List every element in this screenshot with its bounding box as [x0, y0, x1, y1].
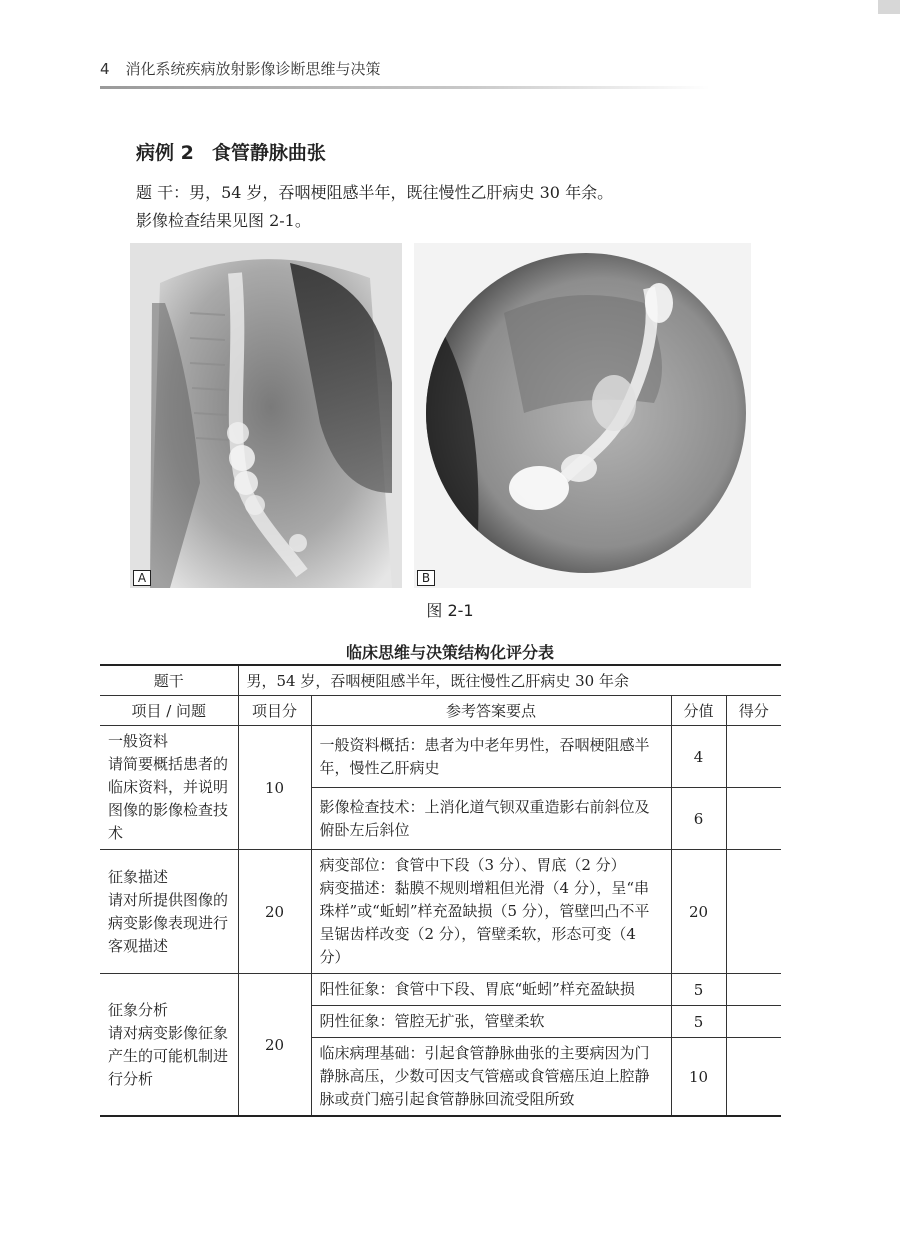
book-title: 消化系统疾病放射影像诊断思维与决策	[125, 60, 381, 78]
answer-score: 5	[671, 974, 726, 1006]
case-stem: 题 干：男，54 岁，吞咽梗阻感半年，既往慢性乙肝病史 30 年余。	[136, 183, 614, 202]
points-cell	[726, 788, 781, 850]
stem-value: 男，54 岁，吞咽梗阻感半年，既往慢性乙肝病史 30 年余	[238, 665, 781, 696]
points-cell	[726, 974, 781, 1006]
page-number: 4	[100, 60, 110, 78]
section-cell	[100, 850, 238, 974]
item-score: 20	[238, 974, 311, 1117]
item-score: 10	[238, 726, 311, 850]
answer-cell: 病变部位：食管中下段（3 分）、胃底（2 分） 病变描述：黏膜不规则增粗但光滑（4 分），呈“串珠样”或“蚯蚓”样充盈缺损（5 分），管壁凹凸不平呈锯齿样改变（2 分），管壁柔软，形态可变（4 分）	[311, 850, 671, 974]
answer-cell: 阳性征象：食管中下段、胃底“蚯蚓”样充盈缺损	[311, 974, 671, 1006]
table-row	[100, 850, 781, 974]
xray-image-a	[130, 243, 402, 588]
points-cell	[726, 1006, 781, 1038]
xray-image-b	[414, 243, 751, 588]
case-heading	[136, 138, 326, 165]
header-rule	[100, 86, 710, 89]
item-score: 20	[238, 850, 311, 974]
case-number: 病例 2	[136, 142, 194, 164]
section-name: 一般资料	[108, 732, 169, 750]
running-header	[100, 58, 381, 79]
section-question: 请对所提供图像的病变影像表现进行客观描述	[108, 890, 229, 955]
answer-cell: 一般资料概括：患者为中老年男性，吞咽梗阻感半年，慢性乙肝病史	[311, 726, 671, 788]
section-name: 征象分析	[108, 1000, 169, 1019]
section-cell	[100, 726, 238, 850]
table-row	[100, 974, 781, 1006]
section-cell	[100, 974, 238, 1117]
figure-caption: 图 2-1	[426, 601, 474, 620]
header-answer: 参考答案要点	[311, 696, 671, 726]
answer-score: 20	[671, 850, 726, 974]
answer-score: 10	[671, 1038, 726, 1117]
table-row	[100, 726, 781, 788]
points-cell	[726, 850, 781, 974]
page-corner-mark	[878, 0, 900, 14]
case-title: 食管静脉曲张	[211, 142, 326, 164]
imaging-reference: 影像检查结果见图 2-1。	[136, 211, 311, 230]
points-cell	[726, 726, 781, 788]
section-name: 征象描述	[108, 867, 169, 886]
answer-score: 5	[671, 1006, 726, 1038]
stem-label: 题干	[100, 665, 238, 696]
section-question: 请简要概括患者的临床资料，并说明图像的影像检查技术	[108, 755, 229, 842]
figure-label-a: A	[133, 570, 151, 586]
answer-score: 4	[671, 726, 726, 788]
section-question: 请对病变影像征象产生的可能机制进行分析	[108, 1023, 229, 1088]
answer-cell: 临床病理基础：引起食管静脉曲张的主要病因为门静脉高压，少数可因支气管癌或食管癌压迫上腔静脉或贲门癌引起食管静脉回流受阻所致	[311, 1038, 671, 1117]
header-item-score: 项目分	[238, 696, 311, 726]
header-row	[100, 696, 781, 726]
figure-label-b: B	[417, 570, 435, 586]
answer-score: 6	[671, 788, 726, 850]
answer-cell: 影像检查技术：上消化道气钡双重造影右前斜位及俯卧左后斜位	[311, 788, 671, 850]
header-item: 项目 / 问题	[100, 696, 238, 726]
scoring-table	[100, 664, 781, 1117]
points-cell	[726, 1038, 781, 1117]
header-score: 分值	[671, 696, 726, 726]
answer-cell: 阴性征象：管腔无扩张，管壁柔软	[311, 1006, 671, 1038]
header-points: 得分	[726, 696, 781, 726]
stem-row	[100, 665, 781, 696]
table-title: 临床思维与决策结构化评分表	[345, 643, 554, 662]
